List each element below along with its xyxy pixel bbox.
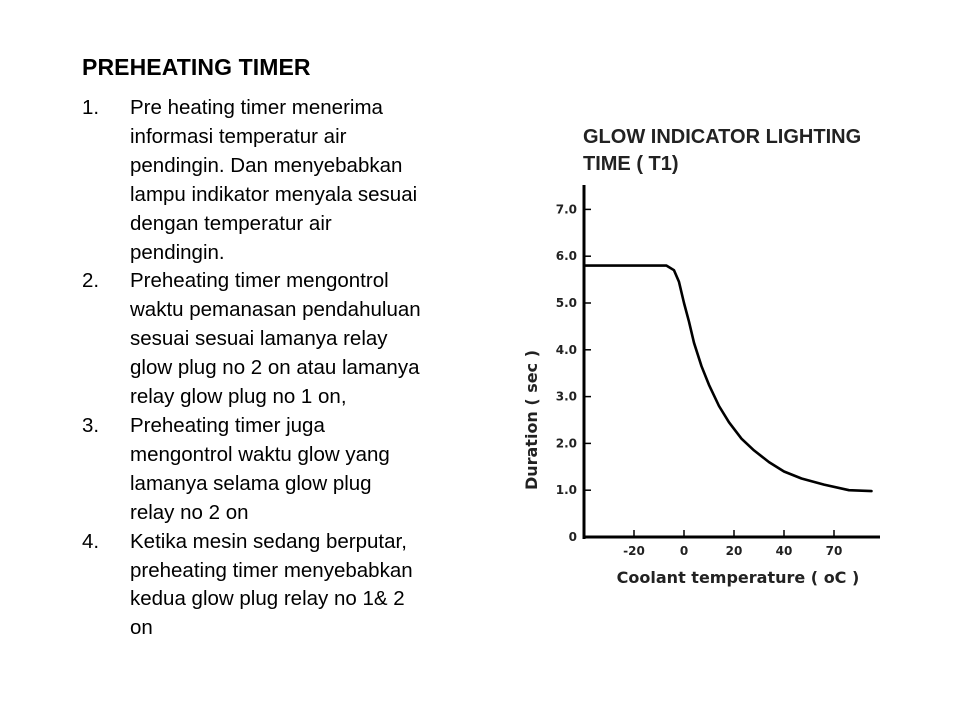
- step-number: 3.: [82, 413, 100, 437]
- step-line: pendingin.: [130, 240, 225, 264]
- step-line: Ketika mesin sedang berputar,: [130, 529, 407, 553]
- step-line: mengontrol waktu glow yang: [130, 442, 390, 466]
- step-line: Preheating timer juga: [130, 413, 325, 437]
- step-number: 4.: [82, 529, 100, 553]
- y-tick-label: 0: [568, 530, 577, 544]
- x-tick-label: 20: [725, 544, 743, 558]
- step-line: pendingin. Dan menyebabkan: [130, 153, 403, 177]
- step-line: Preheating timer mengontrol: [130, 269, 389, 293]
- step-line: preheating timer menyebabkan: [130, 558, 413, 582]
- y-axis-title: Duration ( sec ): [522, 349, 541, 491]
- step-line: kedua glow plug relay no 1& 2: [130, 587, 405, 611]
- series-line: [584, 266, 872, 492]
- step-line: waktu pemanasan pendahuluan: [130, 298, 421, 322]
- y-tick-label: 5.0: [555, 296, 577, 310]
- x-tick-label: 0: [679, 544, 689, 558]
- page-heading: PREHEATING TIMER: [82, 54, 311, 80]
- y-tick-label: 2.0: [555, 436, 577, 451]
- chart-title-line-1: GLOW INDICATOR LIGHTING: [583, 126, 862, 148]
- x-tick-label: -20: [623, 544, 645, 558]
- step-number: 2.: [82, 269, 100, 293]
- step-line: glow plug no 2 on atau lamanya: [130, 356, 420, 380]
- step-number: 1.: [82, 96, 100, 119]
- y-tick-label: 1.0: [555, 483, 577, 498]
- step-line: lampu indikator menyala sesuai: [130, 182, 418, 206]
- x-tick-label: 70: [825, 544, 843, 558]
- step-line: relay glow plug no 1 on,: [130, 385, 347, 409]
- step-line: relay no 2 on: [130, 500, 249, 524]
- chart-title-line-2: TIME ( T1): [583, 153, 679, 175]
- y-tick-label: 7.0: [555, 202, 577, 217]
- x-tick-label: 40: [775, 544, 793, 558]
- step-line: dengan temperatur air: [130, 211, 332, 235]
- y-tick-label: 4.0: [555, 342, 577, 357]
- step-line: on: [130, 616, 153, 640]
- y-tick-label: 6.0: [555, 249, 577, 264]
- step-line: informasi temperatur air: [130, 124, 347, 148]
- x-axis-title: Coolant temperature ( oC ): [616, 568, 860, 587]
- step-line: Pre heating timer menerima: [130, 96, 383, 119]
- step-line: lamanya selama glow plug: [130, 471, 372, 495]
- y-tick-label: 3.0: [555, 389, 577, 404]
- step-line: sesuai sesuai lamanya relay: [130, 327, 388, 351]
